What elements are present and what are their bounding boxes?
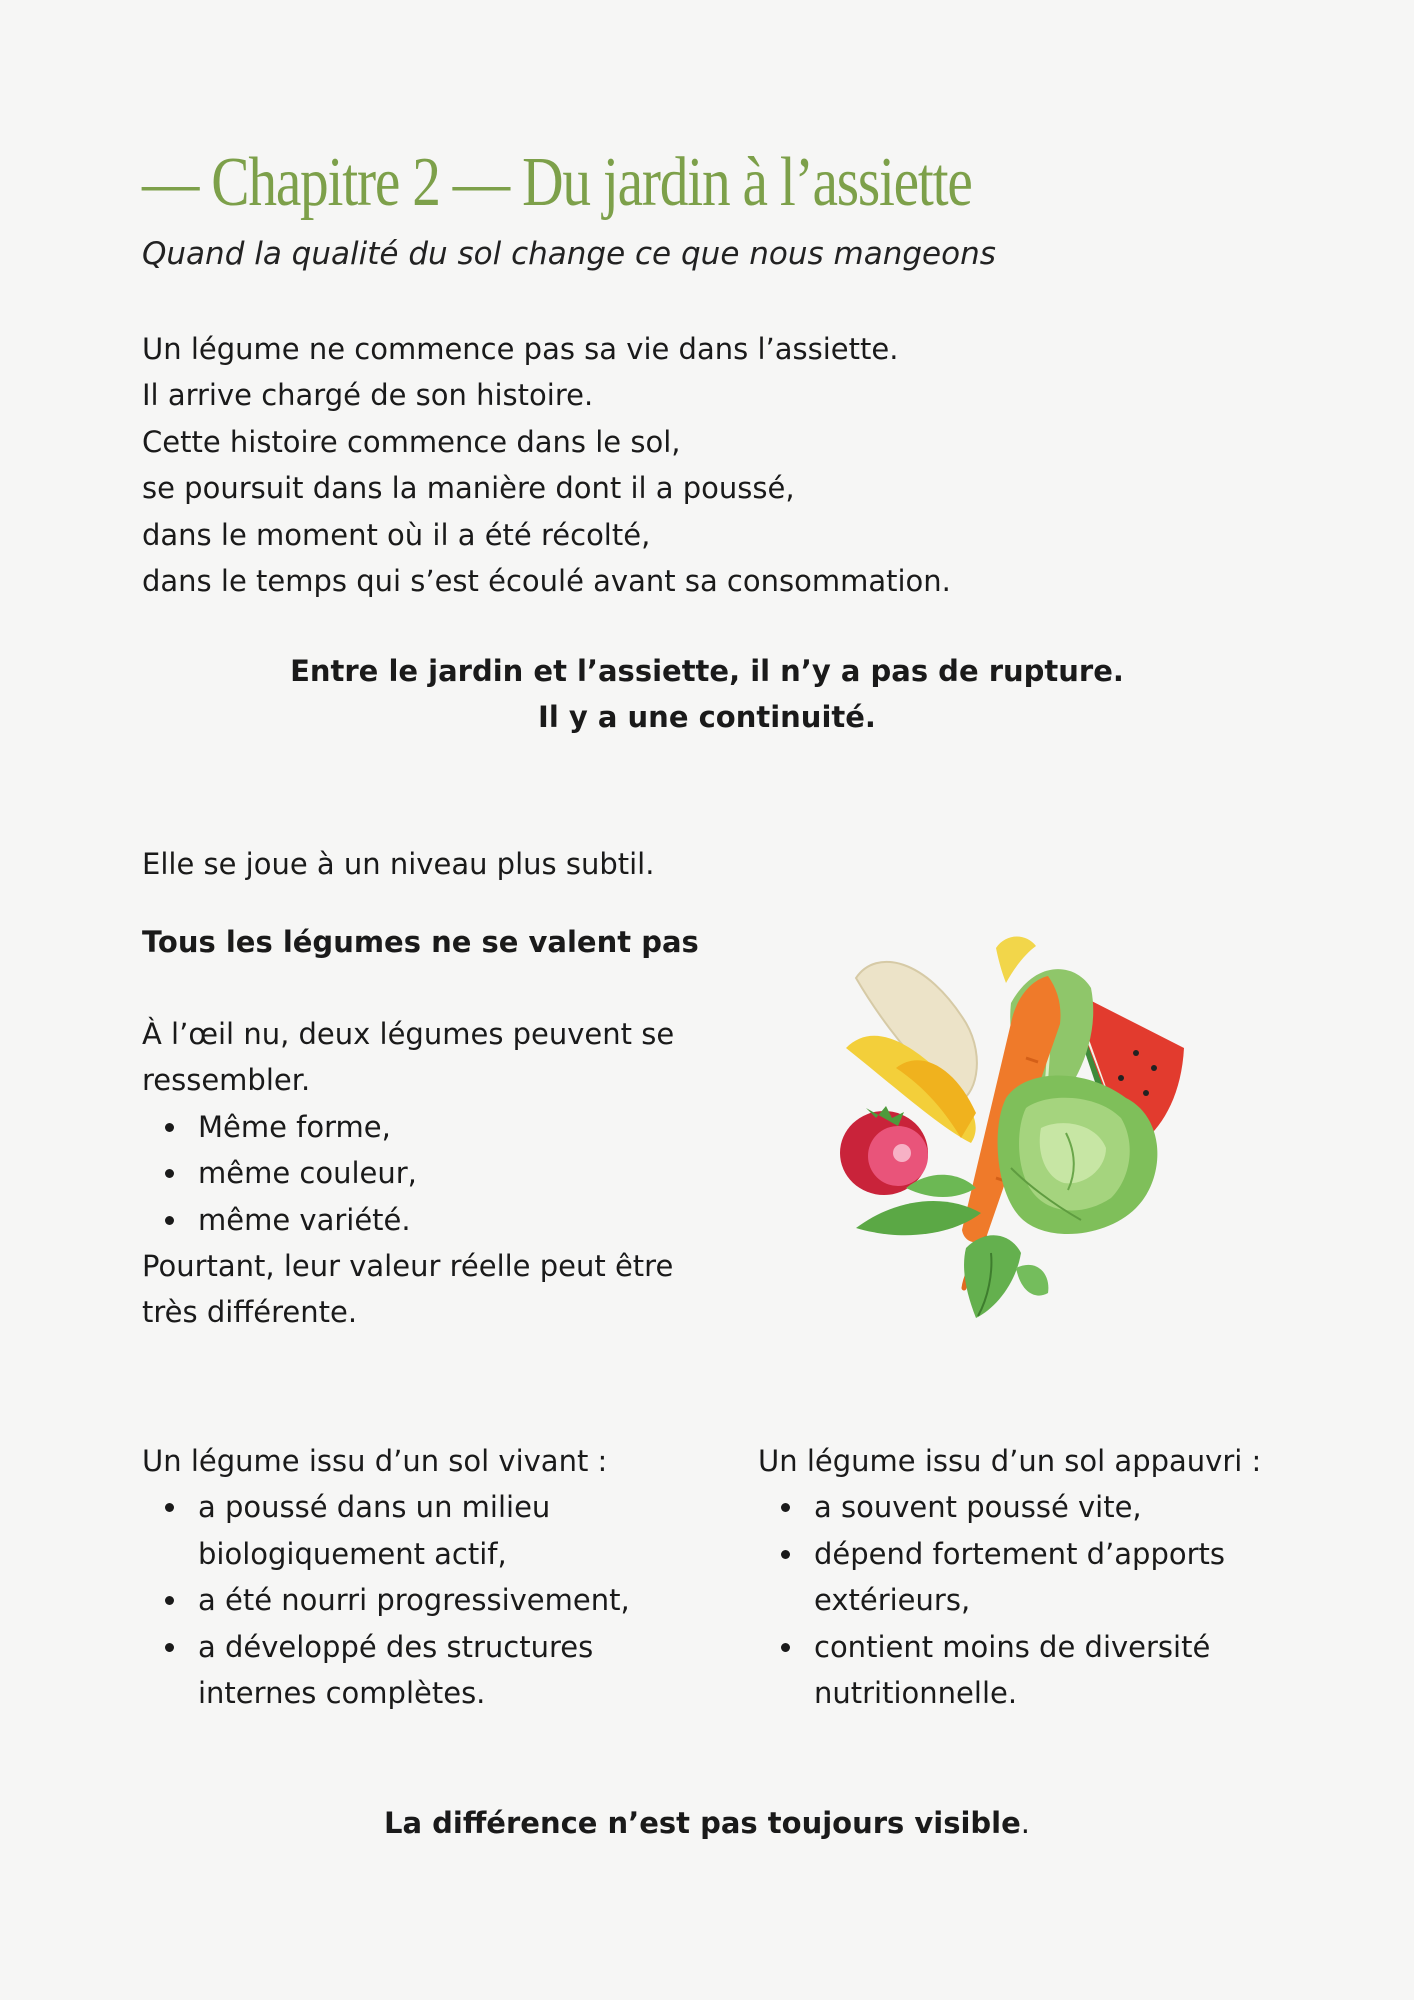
list-item: même couleur, xyxy=(142,1150,702,1196)
emphasis-line: Entre le jardin et l’assiette, il n’y a pas de rupture. xyxy=(290,654,1124,688)
chapter-title: — Chapitre 2 — Du jardin à l’assiette xyxy=(142,144,972,221)
appearance-conclusion: Pourtant, leur valeur réelle peut être très différente. xyxy=(142,1249,674,1330)
list-item: a souvent poussé vite, xyxy=(758,1484,1298,1530)
intro-line: Cette histoire commence dans le sol, xyxy=(142,424,681,459)
subtle-line: Elle se joue à un niveau plus subtil. xyxy=(142,847,655,881)
closing-statement xyxy=(0,1800,1414,1846)
poor-soil-heading: Un légume issu d’un sol appauvri : xyxy=(758,1444,1262,1478)
poor-soil-column xyxy=(758,1438,1298,1716)
intro-paragraph xyxy=(142,326,951,604)
section-heading: Tous les légumes ne se valent pas xyxy=(142,925,699,959)
list-item: même variété. xyxy=(142,1197,702,1243)
list-item: a poussé dans un milieu biologiquement actif, xyxy=(142,1484,682,1577)
appearance-intro: À l’œil nu, deux légumes peuvent se ressembler. xyxy=(142,1017,675,1098)
intro-line: dans le temps qui s’est écoulé avant sa consommation. xyxy=(142,564,951,599)
emphasis-statement xyxy=(0,648,1414,741)
living-soil-list xyxy=(142,1484,682,1716)
appearance-paragraph xyxy=(142,1011,702,1336)
poor-soil-list xyxy=(758,1484,1298,1716)
intro-line: Il arrive chargé de son histoire. xyxy=(142,378,594,413)
intro-line: dans le moment où il a été récolté, xyxy=(142,517,651,552)
intro-line: Un légume ne commence pas sa vie dans l’assiette. xyxy=(142,332,899,366)
emphasis-line: Il y a une continuité. xyxy=(538,700,876,735)
appearance-list xyxy=(142,1104,702,1243)
intro-line: se poursuit dans la manière dont il a poussé, xyxy=(142,471,795,506)
list-item: contient moins de diversité nutritionnelle. xyxy=(758,1624,1298,1717)
closing-bold: La différence n’est pas toujours visible xyxy=(383,1806,1021,1840)
living-soil-column xyxy=(142,1438,682,1716)
closing-tail: . xyxy=(1020,1806,1031,1840)
list-item: dépend fortement d’apports extérieurs, xyxy=(758,1531,1298,1624)
vegetables-illustration xyxy=(836,928,1196,1328)
living-soil-heading: Un légume issu d’un sol vivant : xyxy=(142,1444,608,1478)
list-item: Même forme, xyxy=(142,1104,702,1150)
list-item: a développé des structures internes complètes. xyxy=(142,1624,682,1717)
list-item: a été nourri progressivement, xyxy=(142,1577,682,1623)
chapter-subtitle: Quand la qualité du sol change ce que nous mangeons xyxy=(142,236,996,272)
